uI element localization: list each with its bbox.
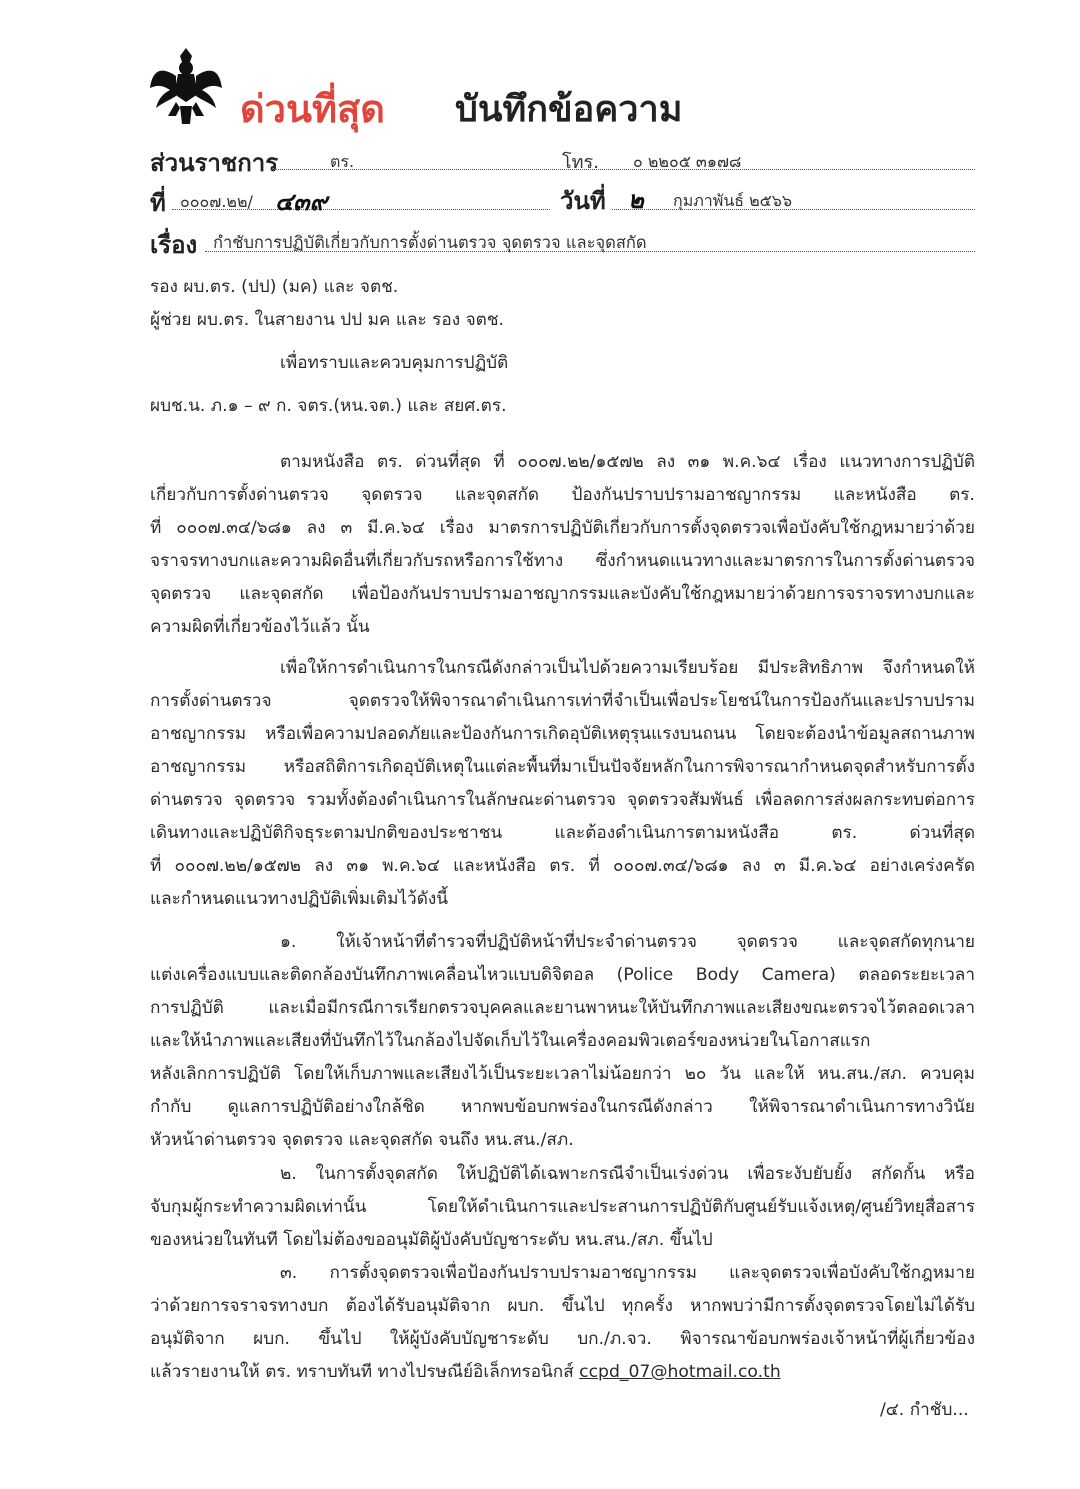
paragraph-1-line: เกี่ยวกับการตั้งด่านตรวจ จุดตรวจ และจุดสกัด ป้องกันปราบปรามอาชญากรรม และหนังสือ ตร. bbox=[150, 485, 975, 505]
paragraph-4-line: จับกุมผู้กระทำความผิดเท่านั้น โดยให้ดำเนินการและประสานการปฏิบัติกับศูนย์รับแจ้งเหตุ/ศูนย์วิทยุสื่อสาร bbox=[150, 1197, 975, 1217]
paragraph-1-line: จราจรทางบกและความผิดอื่นที่เกี่ยวกับรถหรือการใช้ทาง ซึ่งกำหนดแนวทางและมาตรการในการตั้งด่านตรวจ bbox=[150, 551, 975, 571]
number-handwritten: ๔๓๙ bbox=[275, 188, 328, 216]
paragraph-3-line: หลังเลิกการปฏิบัติ โดยให้เก็บภาพและเสียงไว้เป็นระยะเวลาไม่น้อยกว่า ๒๐ วัน และให้ หน.สน./สภ. ควบคุม bbox=[150, 1064, 975, 1084]
urgency-label: ด่วนที่สุด bbox=[240, 87, 385, 131]
paragraph-2-line: การตั้งด่านตรวจ จุดตรวจให้พิจารณาดำเนินการเท่าที่จำเป็นเพื่อประโยชน์ในการป้องกันและปราบปราม bbox=[150, 691, 975, 711]
paragraph-5-line: ๓. การตั้งจุดตรวจเพื่อป้องกันปราบปรามอาชญากรรม และจุดตรวจเพื่อบังคับใช้กฎหมาย bbox=[280, 1263, 975, 1283]
number-label: ที่ bbox=[150, 189, 166, 217]
paragraph-3-line: ๑. ให้เจ้าหน้าที่ตำรวจที่ปฏิบัติหน้าที่ประจำด่านตรวจ จุดตรวจ และจุดสกัดทุกนาย bbox=[280, 932, 975, 952]
addressee-3: ผบช.น. ภ.๑ – ๙ ก. จตร.(หน.จต.) และ สยศ.ตร. bbox=[150, 396, 507, 416]
addressee-2: ผู้ช่วย ผบ.ตร. ในสายงาน ปป มค และ รอง จตช. bbox=[150, 310, 504, 330]
subject-label: เรื่อง bbox=[150, 231, 198, 259]
paragraph-2-line: อาชญากรรม หรือสถิติการเกิดอุบัติเหตุในแต่ละพื้นที่มาเป็นปัจจัยหลักในการพิจารณากำหนดจุดสำหรับการตั้ง bbox=[150, 757, 975, 777]
paragraph-4-line: ๒. ในการตั้งจุดสกัด ให้ปฏิบัติได้เฉพาะกรณีจำเป็นเร่งด่วน เพื่อระงับยับยั้ง สกัดกั้น หรือ bbox=[280, 1164, 975, 1184]
date-month-year: กุมภาพันธ์ ๒๕๖๖ bbox=[673, 191, 793, 210]
department-label: ส่วนราชการ bbox=[150, 149, 279, 177]
paragraph-3-line: การปฏิบัติ และเมื่อมีกรณีการเรียกตรวจบุคคลและยานพาหนะให้บันทึกภาพและเสียงขณะตรวจไว้ตลอดเวลา bbox=[150, 998, 975, 1018]
paragraph-1-line: จุดตรวจ และจุดสกัด เพื่อป้องกันปราบปรามอาชญากรรมและบังคับใช้กฎหมายว่าด้วยการจราจรทางบกและ bbox=[150, 584, 975, 604]
number-prefix: ๐๐๐๗.๒๒/ bbox=[180, 192, 253, 211]
paragraph-4-line: ของหน่วยในทันที โดยไม่ต้องขออนุมัติผู้บังคับบัญชาระดับ หน.สน./สภ. ขึ้นไป bbox=[150, 1230, 713, 1250]
date-day-handwritten: ๒ bbox=[628, 186, 644, 214]
department-dotted-line bbox=[272, 169, 975, 170]
paragraph-1-line: ความผิดที่เกี่ยวข้องไว้แล้ว นั้น bbox=[150, 617, 370, 637]
garuda-emblem-icon bbox=[148, 44, 224, 128]
addressee-1: รอง ผบ.ตร. (ปป) (มค) และ จตช. bbox=[150, 277, 399, 297]
date-label: วันที่ bbox=[560, 187, 606, 215]
paragraph-3-line: และให้นำภาพและเสียงที่บันทึกไว้ในกล้องไปจัดเก็บไว้ในเครื่องคอมพิวเตอร์ของหน่วยในโอกาสแรก bbox=[150, 1031, 871, 1051]
paragraph-text: แล้วรายงานให้ ตร. ทราบทันที ทางไปรษณีย์อิเล็กทรอนิกส์ bbox=[150, 1362, 574, 1382]
memo-title: บันทึกข้อความ bbox=[455, 89, 683, 130]
subject-value: กำชับการปฏิบัติเกี่ยวกับการตั้งด่านตรวจ จุดตรวจ และจุดสกัด bbox=[213, 233, 647, 252]
phone-value: ๐ ๒๒๐๕ ๓๑๗๘ bbox=[633, 152, 742, 171]
department-value: ตร. bbox=[330, 152, 355, 171]
paragraph-2-line: เดินทางและปฏิบัติกิจธุระตามปกติของประชาชน และต้องดำเนินการตามหนังสือ ตร. ด่วนที่สุด bbox=[150, 823, 975, 843]
paragraph-3-line: หัวหน้าด่านตรวจ จุดตรวจ และจุดสกัด จนถึง หน.สน./สภ. bbox=[150, 1130, 574, 1150]
paragraph-5-line: อนุมัติจาก ผบก. ขึ้นไป ให้ผู้บังคับบัญชาระดับ บก./ภ.จว. พิจารณาข้อบกพร่องเจ้าหน้าที่ผู้เกี่ยวข้อง bbox=[150, 1329, 975, 1349]
paragraph-3-line: แต่งเครื่องแบบและติดกล้องบันทึกภาพเคลื่อนไหวแบบดิจิตอล (Police Body Camera) ตลอดระยะเวลา bbox=[150, 965, 975, 985]
paragraph-1-line: ตามหนังสือ ตร. ด่วนที่สุด ที่ ๐๐๐๗.๒๒/๑๕๗๒ ลง ๓๑ พ.ค.๖๔ เรื่อง แนวทางการปฏิบัติ bbox=[280, 452, 975, 472]
paragraph-5-line bbox=[150, 1360, 975, 1384]
paragraph-2-line: เพื่อให้การดำเนินการในกรณีดังกล่าวเป็นไปด้วยความเรียบร้อย มีประสิทธิภาพ จึงกำหนดให้ bbox=[280, 658, 975, 678]
paragraph-5-line: ว่าด้วยการจราจรทางบก ต้องได้รับอนุมัติจาก ผบก. ขึ้นไป ทุกครั้ง หากพบว่ามีการตั้งจุดตรวจโดยไม่ได้รับ bbox=[150, 1296, 975, 1316]
paragraph-3-line: กำกับ ดูแลการปฏิบัติอย่างใกล้ชิด หากพบข้อบกพร่องในกรณีดังกล่าว ให้พิจารณาดำเนินการทางวินัย bbox=[150, 1097, 975, 1117]
phone-label: โทร. bbox=[562, 152, 599, 173]
paragraph-2-line: และกำหนดแนวทางปฏิบัติเพิ่มเติมไว้ดังนี้ bbox=[150, 889, 449, 909]
date-dotted-line bbox=[612, 209, 975, 210]
paragraph-2-line: ด่านตรวจ จุดตรวจ รวมทั้งต้องดำเนินการในลักษณะด่านตรวจ จุดตรวจสัมพันธ์ เพื่อลดการส่งผลกระทบต่อการ bbox=[150, 790, 975, 810]
paragraph-2-line: ที่ ๐๐๐๗.๒๒/๑๕๗๒ ลง ๓๑ พ.ค.๖๔ และหนังสือ ตร. ที่ ๐๐๐๗.๓๔/๖๘๑ ลง ๓ มี.ค.๖๔ อย่างเคร่งครัด bbox=[150, 856, 975, 876]
paragraph-1-line: ที่ ๐๐๐๗.๓๔/๖๘๑ ลง ๓ มี.ค.๖๔ เรื่อง มาตรการปฏิบัติเกี่ยวกับการตั้งจุดตรวจเพื่อบังคับใช้กฎหมายว่าด้วย bbox=[150, 518, 975, 538]
purpose: เพื่อทราบและควบคุมการปฏิบัติ bbox=[280, 353, 509, 373]
email-link[interactable]: ccpd_07@hotmail.co.th bbox=[579, 1362, 781, 1382]
paragraph-2-line: อาชญากรรม หรือเพื่อความปลอดภัยและป้องกันการเกิดอุบัติเหตุรุนแรงบนถนน โดยจะต้องนำข้อมูลสถานภาพ bbox=[150, 724, 975, 744]
continuation-marker: /๔. กำชับ... bbox=[880, 1400, 969, 1420]
